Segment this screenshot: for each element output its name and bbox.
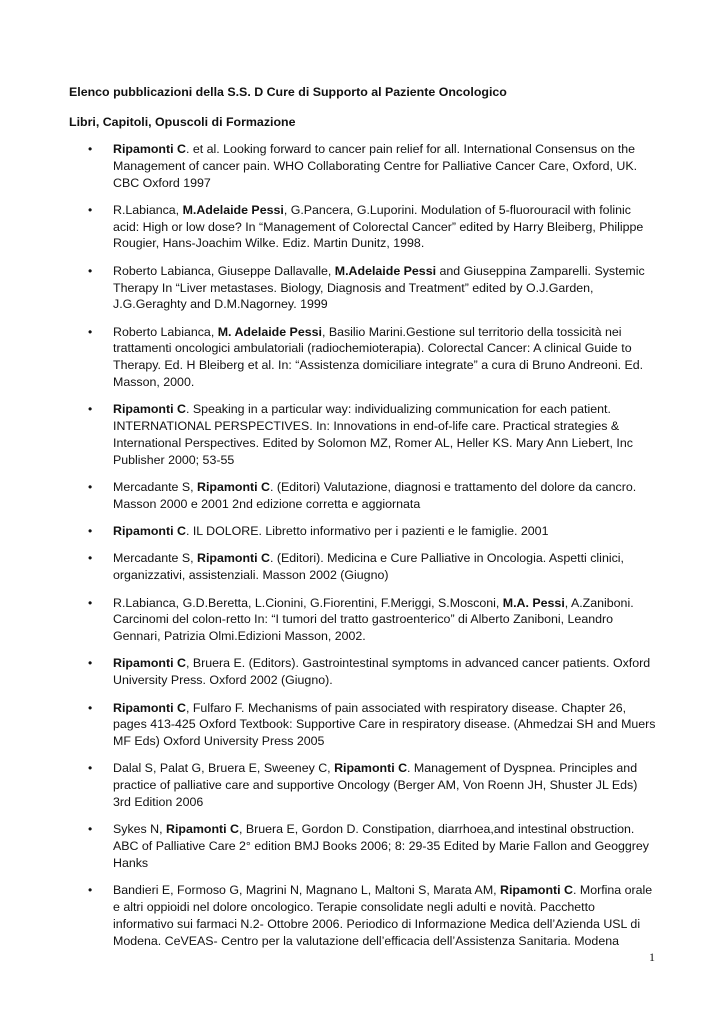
entry-highlighted-author: Ripamonti C (113, 524, 186, 539)
entry-highlighted-author: M.Adelaide Pessi (182, 202, 284, 217)
entry-authors: Dalal S, Palat G, Bruera E, Sweeney C, (113, 761, 335, 776)
publication-entry (0, 882, 658, 949)
bullet-icon: • (88, 595, 93, 610)
publication-entry (0, 550, 658, 584)
entry-citation: . Management of Dyspnea. Principles and practice of palliative care and supportive Oncology (Berger AM, Von Roenn JH, Shuster JL Eds) 3rd Edition 2006 (113, 761, 638, 809)
bullet-icon: • (88, 551, 93, 566)
entry-citation: , Fulfaro F. Mechanisms of pain associated with respiratory disease. Chapter 26, pages 413-425 Oxford Textbook: Supportive Care in respiratory disease. (Ahmedzai SH and Muers MF Eds) Oxford University Press 2005 (113, 700, 656, 749)
publication-entry (0, 141, 658, 191)
entry-citation: and Giuseppina Zamparelli. Systemic Therapy In “Liver metastases. Biology, Diagnosis and Treatment” edited by O.J.Garden, J.G.Geraghty and D.M.Nagorney. 1999 (113, 263, 645, 312)
entry-citation: , Bruera E. (Editors). Gastrointestinal symptoms in advanced cancer patients. Oxford University Press. Oxford 2002 (Giugno). (113, 656, 651, 688)
entry-highlighted-author: M. Adelaide Pessi (217, 324, 322, 339)
entry-citation: , Basilio Marini.Gestione sul territorio della tossicità nei trattamenti oncologici ambulatoriali (radiochemioterapia). Colorectal Cancer: A clinical Guide to Therapy. Ed. H Bleiberg et al. In: “Assistenza domiciliare integrate” a cura di Bruno Andreoni. Ed. Masson, 2000. (113, 324, 644, 390)
publication-entry (0, 523, 658, 540)
document-title: Elenco pubblicazioni della S.S. D Cure di Supporto al Paziente Oncologico (69, 85, 507, 99)
entry-highlighted-author: Ripamonti C (113, 142, 186, 156)
publication-entry (0, 821, 658, 871)
publication-entry (0, 700, 658, 750)
publication-entry (0, 401, 658, 468)
entry-authors: R.Labianca, G.D.Beretta, L.Cionini, G.Fiorentini, F.Meriggi, S.Mosconi, (113, 595, 503, 610)
entry-citation: , A.Zaniboni. Carcinomi del colon-retto In: “I tumori del tratto gastroenterico” di Alberto Zaniboni, Leandro Gennari, Patrizia Olmi.Edizioni Masson, 2002. (113, 595, 634, 644)
entry-citation: . Speaking in a particular way: individualizing communication for each patient. INTERNATIONAL PERSPECTIVES. In: Innovations in end-of-life care. Practical strategies & International Perspectives. Edited by Solomon MZ, Romer AL, Heller KS. Mary Ann Liebert, Inc Publisher 2000; 53-55 (113, 402, 633, 467)
publication-entry (0, 324, 658, 391)
publication-entry (0, 479, 658, 513)
bullet-icon: • (88, 202, 93, 217)
entry-authors: Roberto Labianca, (113, 324, 218, 339)
entry-highlighted-author: Ripamonti C (113, 402, 186, 417)
entry-highlighted-author: M.Adelaide Pessi (334, 263, 437, 278)
entry-highlighted-author: Ripamonti C (500, 883, 573, 898)
entry-authors: Bandieri E, Formoso G, Magrini N, Magnano L, Maltoni S, Marata AM, (113, 883, 501, 898)
bullet-icon: • (88, 656, 93, 671)
entry-highlighted-author: M.A. Pessi (502, 595, 565, 610)
bullet-icon: • (88, 761, 93, 776)
publication-entry (0, 263, 658, 313)
entry-highlighted-author: Ripamonti C (334, 761, 408, 776)
bullet-icon: • (88, 700, 93, 715)
bullet-icon: • (88, 883, 93, 898)
publication-entry (0, 655, 658, 689)
entry-highlighted-author: Ripamonti C (166, 822, 239, 837)
bullet-icon: • (88, 324, 93, 339)
publication-entry (0, 760, 658, 810)
section-heading: Libri, Capitoli, Opuscoli di Formazione (69, 115, 296, 129)
publication-entry (0, 202, 658, 252)
bullet-icon: • (88, 402, 93, 417)
entry-citation: . IL DOLORE. Libretto informativo per i pazienti e le famiglie. 2001 (185, 524, 549, 539)
publication-entry (0, 595, 658, 645)
entry-citation: . (Editori) Valutazione, diagnosi e trattamento del dolore da cancro. Masson 2000 e 2001 2nd edizione corretta e aggiornata (113, 480, 637, 511)
entry-highlighted-author: Ripamonti C (113, 700, 186, 715)
entry-citation: , Bruera E, Gordon D. Constipation, diarrhoea,and intestinal obstruction. ABC of Palliative Care 2° edition BMJ Books 2006; 8: 29-35 Edited by Marie Fallon and Geoggrey Hanks (113, 822, 649, 870)
bullet-icon: • (88, 263, 93, 278)
entry-highlighted-author: Ripamonti C (113, 656, 186, 671)
entry-authors: Mercadante S, (113, 480, 198, 495)
entry-citation: , G.Pancera, G.Luporini. Modulation of 5-fluorouracil with folinic acid: High or low dose? In “Management of Colorectal Cancer” edited by Harry Bleiberg, Philippe Rougier, Hans-Joachim Wilke. Ediz. Martin Dunitz, 1998. (113, 202, 644, 251)
entry-highlighted-author: Ripamonti C (197, 480, 270, 495)
bullet-icon: • (88, 524, 93, 539)
entry-authors: R.Labianca, (113, 202, 183, 217)
bullet-icon: • (88, 480, 93, 495)
bullet-icon: • (88, 822, 93, 837)
entry-authors: Roberto Labianca, Giuseppe Dallavalle, (113, 263, 335, 278)
entry-citation: . Morfina orale e altri oppioidi nel dolore oncologico. Terapie consolidate negli adulti e novità. Pacchetto informativo sui farmaci N.2- Ottobre 2006. Periodico di Informazione Medica dell’Azienda USL di Modena. CeVEAS- Centro per la valutazione dell’efficacia dell’Assistenza Sanitaria. Modena (113, 883, 653, 948)
entry-citation: . et al. Looking forward to cancer pain relief for all. International Consensus on the Management of cancer pain. WHO Collaborating Centre for Palliative Cancer Care, Oxford, UK. CBC Oxford 1997 (113, 142, 638, 190)
entry-highlighted-author: Ripamonti C (197, 551, 270, 566)
entry-citation: . (Editori). Medicina e Cure Palliative in Oncologia. Aspetti clinici, organizzativi, assistenziali. Masson 2002 (Giugno) (113, 551, 624, 583)
bullet-icon: • (88, 142, 93, 156)
entry-authors: Sykes N, (113, 822, 167, 837)
page-number: 1 (649, 950, 655, 964)
publication-list (0, 141, 725, 960)
entry-authors: Mercadante S, (113, 551, 198, 566)
